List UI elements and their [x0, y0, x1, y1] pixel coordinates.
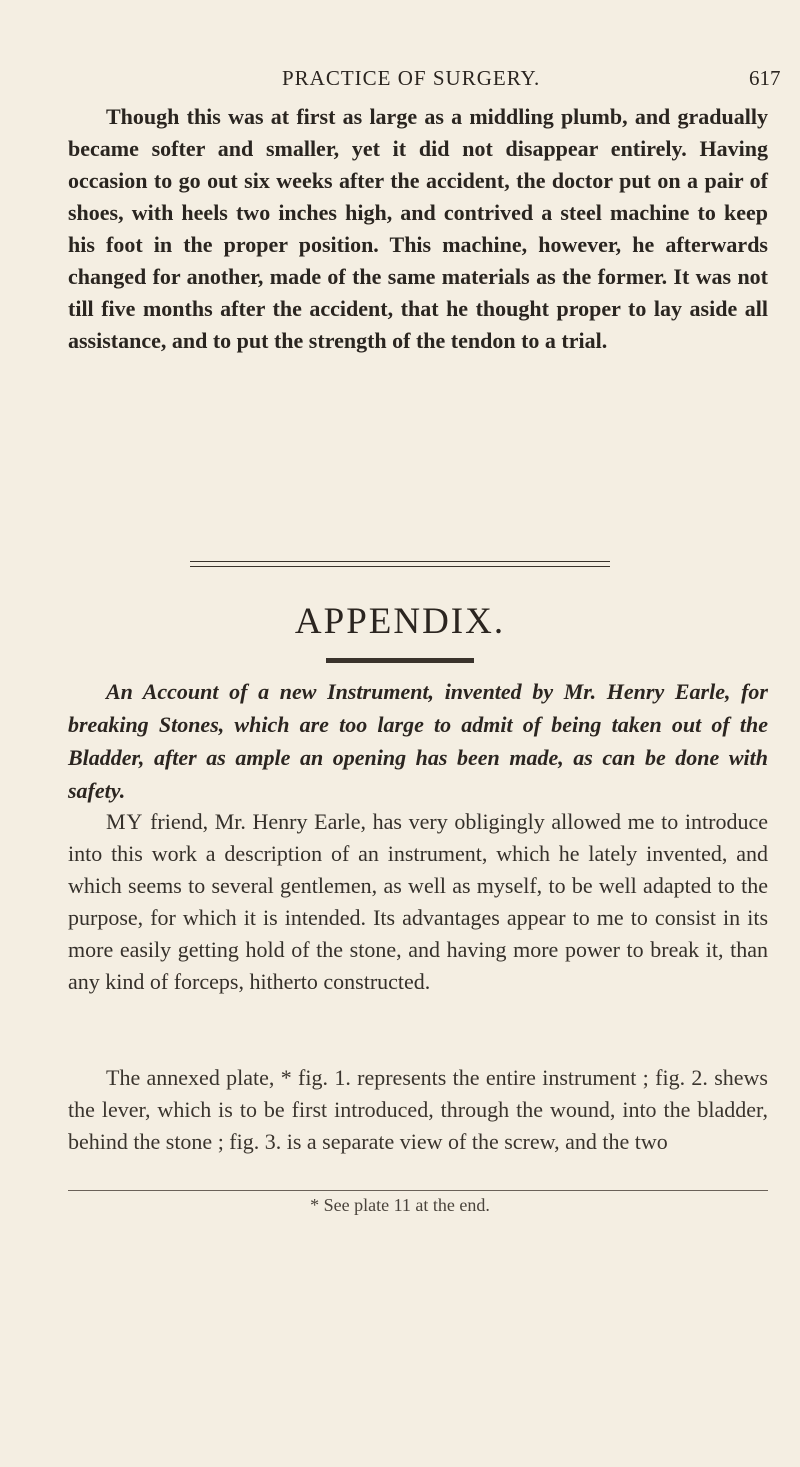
running-title: PRACTICE OF SURGERY. [282, 66, 541, 90]
heading-ornament-rule [326, 658, 474, 663]
appendix-subtitle: An Account of a new Instrument, invented by Mr. Henry Earle, for breaking Stones, which are too large to admit of being taken out of the Bladder, after as ample an opening has been made, as can be done with safety. [68, 679, 768, 803]
appendix-heading: APPENDIX. [294, 601, 506, 642]
appendix-paragraph-1 [68, 806, 768, 998]
footnote-rule [68, 1190, 768, 1191]
footnote: * See plate 11 at the end. [310, 1195, 490, 1215]
appendix-paragraph-2: The annexed plate, * fig. 1. represents the entire instrument ; fig. 2. shews the lever, which is to be first introduced, through the wound, into the bladder, behind the stone ; fig. 3. is a separate view of the screw, and the two [68, 1065, 768, 1154]
page-number: 617 [749, 66, 781, 90]
section-divider [190, 561, 610, 567]
intro-paragraph: Though this was at first as large as a middling plumb, and gradually became softer and smaller, yet it did not disappear entirely. Having occasion to go out six weeks after the accident, the doctor put on a pair of shoes, with heels two inches high, and contrived a steel machine to keep his foot in the proper position. This machine, however, he afterwards changed for another, made of the same materials as the former. It was not till five months after the accident, that he thought proper to lay aside all assistance, and to put the strength of the tendon to a trial. [68, 104, 768, 353]
paragraph-text: friend, Mr. Henry Earle, has very obligingly allowed me to introduce into this work a description of an instrument, which he lately invented, and which seems to several gentlemen, as well as myself, to be well adapted to the purpose, for which it is intended. Its advantages appear to me to consist in its more easily getting hold of the stone, and having more power to break it, than any kind of forceps, hitherto constructed. [68, 809, 768, 994]
paragraph-initial: MY [106, 809, 144, 834]
